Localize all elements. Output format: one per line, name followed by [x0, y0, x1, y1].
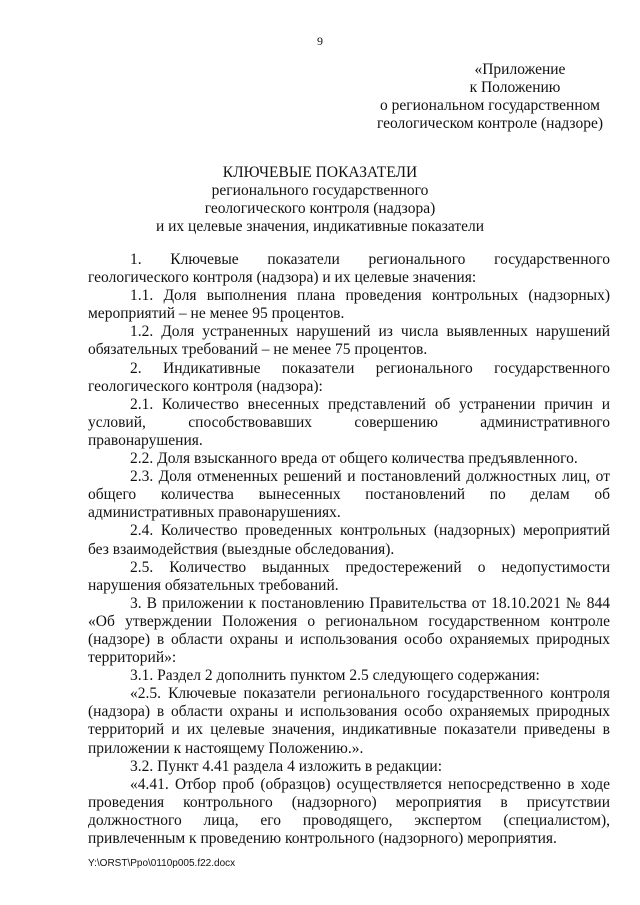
- appendix-line: о региональном государственном: [380, 97, 600, 114]
- paragraph: 2.1. Количество внесенных представлений об устранении причин и условий, способствовавших совершению административного правонарушения.: [88, 395, 610, 449]
- paragraph: 2.4. Количество проведенных контрольных (надзорных) мероприятий без взаимодействия (выездные обследования).: [88, 522, 610, 558]
- heading-line: регионального государственного: [211, 182, 429, 199]
- page-number: 9: [317, 34, 323, 48]
- paragraph: 1.2. Доля устраненных нарушений из числа выявленных нарушений обязательных требований – не менее 75 процентов.: [88, 323, 610, 359]
- appendix-line: «Приложение: [474, 61, 566, 78]
- paragraph: 3. В приложении к постановлению Правительства от 18.10.2021 № 844 «Об утверждении Положения о региональном государственном контроле (надзоре) в области охраны и использования особо охраняемых природных территорий»:: [88, 594, 610, 667]
- heading-title: КЛЮЧЕВЫЕ ПОКАЗАТЕЛИ: [222, 164, 418, 181]
- paragraph: 2.2. Доля взысканного вреда от общего количества предъявленного.: [130, 450, 578, 468]
- heading-line: и их целевые значения, индикативные показатели: [155, 218, 485, 235]
- paragraph: 2. Индикативные показатели регионального государственного геологического контроля (надзора):: [88, 359, 610, 395]
- heading-line: геологического контроля (надзора): [204, 200, 436, 217]
- footer-file-path: Y:\ORST\Ppo\0110p005.f22.docx: [88, 858, 236, 869]
- paragraph: 3.2. Пункт 4.41 раздела 4 изложить в редакции:: [130, 757, 443, 775]
- document-body: [88, 251, 610, 848]
- paragraph: 2.5. Количество выданных предостережений о недопустимости нарушения обязательных требований.: [88, 558, 610, 594]
- appendix-reference: [377, 61, 603, 133]
- paragraph: «2.5. Ключевые показатели регионального государственного контроля (надзора) в области охраны и использования особо охраняемых природных территорий и их целевые значения, индикативные показатели приведены в приложении к настоящему Положению.».: [88, 685, 610, 757]
- paragraph: 2.3. Доля отмененных решений и постановлений должностных лиц, от общего количества вынесенных постановлений по делам об административных правонарушениях.: [88, 468, 610, 522]
- appendix-line: к Положению: [469, 79, 561, 96]
- document-heading: [0, 164, 640, 236]
- paragraph: 1. Ключевые показатели регионального государственного геологического контроля (надзора) и их целевые значения:: [88, 251, 610, 287]
- appendix-line: геологическом контроле (надзоре): [376, 115, 603, 132]
- paragraph: «4.41. Отбор проб (образцов) осуществляется непосредственно в ходе проведения контрольного (надзорного) мероприятия в присутствии должностного лица, его проводящего, экспертом (специалистом), привлеченным к проведению контрольного (надзорного) мероприятия.: [88, 775, 610, 847]
- paragraph: 3.1. Раздел 2 дополнить пунктом 2.5 следующего содержания:: [130, 667, 540, 685]
- paragraph: 1.1. Доля выполнения плана проведения контрольных (надзорных) мероприятий – не менее 95 процентов.: [88, 287, 610, 323]
